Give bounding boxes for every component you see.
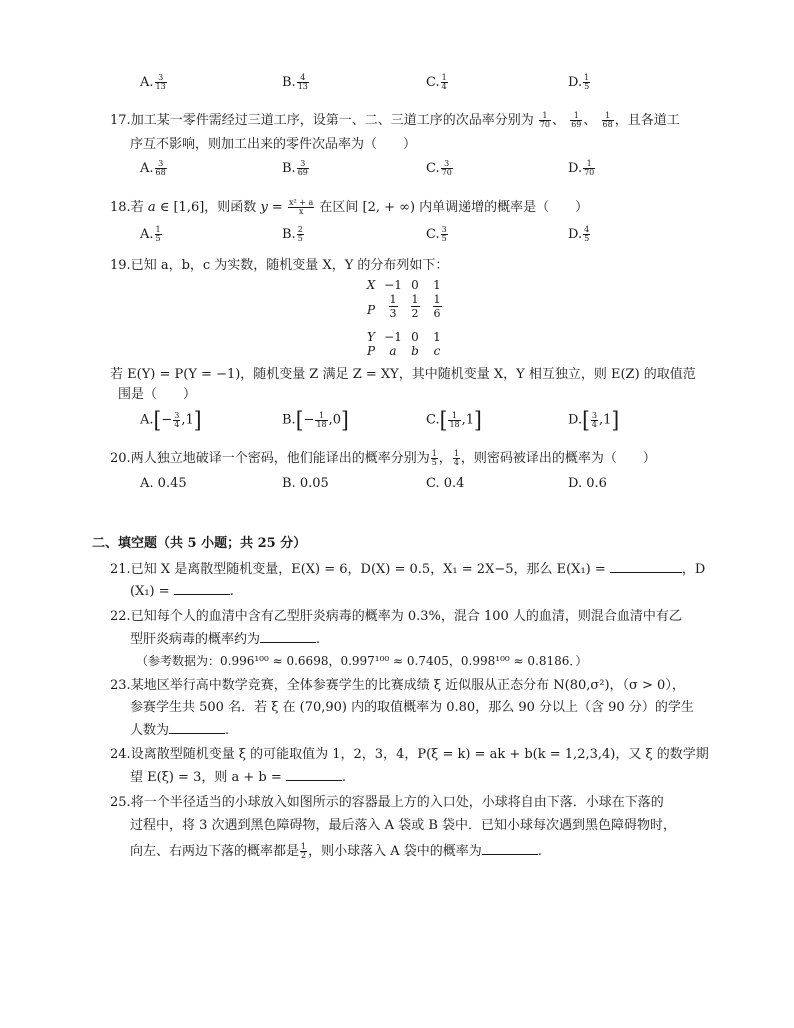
q21-blank2[interactable]	[174, 582, 230, 595]
q24-line1: 24.设离散型随机变量 ξ 的可能取值为 1，2，3，4，P(ξ = k) = ak + b(k = 1,2,3,4)，又 ξ 的数学期	[110, 747, 709, 762]
q23-line1: 23.某地区举行高中数学竞赛，全体参赛学生的比赛成绩 ξ 近似服从正态分布 N(80,σ²)，（σ > 0），	[110, 678, 685, 693]
table1-x-2: 1	[433, 278, 441, 292]
q24-line2: 望 E(ξ) = 3，则 a + b = .	[130, 770, 347, 785]
q18-line1: 18.若 a ∈ [1,6]，则函数 y = $\frac{\text{x² + a}}{x}$ 在区间 [2, + ∞) 内单调递增的概率是（ ）	[110, 198, 589, 216]
table1-x-label: X	[366, 278, 376, 292]
q17-line1: 17.加工某一零件需经过三道工序，设第一、二、三道工序的次品率分别为 $\frac{1}{70}$ 、 $\frac{1}{69}$ 、 $\frac{1}{68}$ ，且各道工	[110, 111, 680, 129]
q21-line2: (X₁) = .	[130, 584, 234, 599]
table1-p-2: $\frac{1}{6}$	[433, 293, 441, 320]
q19-option-d: D.[ $\frac{3}{4}$ ,1]	[568, 406, 620, 434]
q20-option-b: B. 0.05	[282, 476, 329, 491]
q24-blank[interactable]	[286, 768, 342, 781]
table2-p-label: P	[366, 344, 376, 358]
table1-p-label: P	[366, 303, 376, 317]
q16-option-c: C. $\frac{1}{4}$	[426, 73, 447, 91]
q18-option-a: A. $\frac{1}{5}$	[140, 225, 161, 243]
q25-line2: 过程中，将 3 次遇到黑色障碍物，最后落入 A 袋或 B 袋中．已知小球每次遇到黑色障碍物时，	[130, 818, 677, 833]
q19-option-a: A.[− $\frac{3}{4}$ ,1]	[140, 406, 202, 434]
q19-line1: 19.已知 a，b，c 为实数，随机变量 X，Y 的分布列如下：	[110, 258, 449, 273]
table1-p-0: $\frac{1}{3}$	[389, 293, 397, 320]
q17-option-d: D. $\frac{1}{70}$	[568, 159, 595, 177]
q22-ref: （参考数据为：0.996¹⁰⁰ ≈ 0.6698，0.997¹⁰⁰ ≈ 0.7405，0.998¹⁰⁰ ≈ 0.8186．）	[136, 654, 588, 668]
q17-line2: 序互不影响，则加工出来的零件次品率为（ ）	[130, 137, 417, 152]
q18-option-c: C. $\frac{3}{5}$	[426, 225, 447, 243]
q19-line2: 若 E(Y) = P(Y = −1)，随机变量 Z 满足 Z = XY，其中随机变量 X，Y 相互独立，则 E(Z) 的取值范	[110, 367, 696, 382]
q17-option-c: C. $\frac{3}{70}$	[426, 159, 452, 177]
q23-line2: 参赛学生共 500 名．若 ξ 在 (70,90) 内的取值概率为 0.80，那么 90 分以上（含 90 分）的学生	[130, 700, 694, 715]
table1-x-0: −1	[384, 278, 402, 292]
q23-blank[interactable]	[169, 721, 225, 734]
q25-line3: 向左、右两边下落的概率都是 $\frac{1}{2}$ ，则小球落入 A 袋中的概率为 .	[130, 842, 542, 860]
q19-option-b: B.[− $\frac{1}{18}$ ,0]	[282, 406, 349, 434]
q18-option-b: B. $\frac{2}{5}$	[282, 225, 303, 243]
section-title: 二、填空题（共 5 小题；共 25 分）	[92, 536, 307, 551]
q21-line1: 21.已知 X 是离散型随机变量，E(X) = 6，D(X) = 0.5，X₁ = 2X−5，那么 E(X₁) = ，D	[110, 562, 706, 577]
table2-y-label: Y	[367, 330, 375, 344]
table2-p-2: c	[433, 344, 441, 358]
q20-option-c: C. 0.4	[426, 476, 465, 491]
q20-line1: 20.两人独立地破译一个密码，他们能译出的概率分别为 $\frac{1}{5}$ ， $\frac{1}{4}$ ，则密码被译出的概率为（ ）	[110, 449, 656, 467]
table2-y-0: −1	[384, 330, 402, 344]
table2-p-1: b	[411, 344, 419, 358]
table1-p-1: $\frac{1}{2}$	[411, 293, 419, 320]
q25-line1: 25.将一个半径适当的小球放入如图所示的容器最上方的入口处，小球将自由下落．小球在下落的	[110, 795, 664, 810]
q19-option-c: C.[ $\frac{1}{18}$ ,1]	[426, 406, 482, 434]
q22-line2: 型肝炎病毒的概率约为 .	[130, 632, 321, 647]
q16-option-b: B. $\frac{4}{13}$	[282, 73, 308, 91]
q23-line3: 人数为 .	[130, 723, 230, 738]
table2-y-1: 0	[411, 330, 419, 344]
q20-option-d: D. 0.6	[568, 476, 607, 491]
q17-option-b: B. $\frac{3}{69}$	[282, 159, 308, 177]
table2-p-0: a	[389, 344, 397, 358]
q16-option-a: A. $\frac{3}{13}$	[140, 73, 166, 91]
q16-option-d: D. $\frac{1}{5}$	[568, 73, 590, 91]
q18-option-d: D. $\frac{4}{5}$	[568, 225, 590, 243]
q22-line1: 22.已知每个人的血清中含有乙型肝炎病毒的概率为 0.3%，混合 100 人的血清，则混合血清中有乙	[110, 609, 682, 624]
q17-option-a: A. $\frac{3}{68}$	[140, 159, 166, 177]
q22-blank[interactable]	[260, 630, 316, 643]
q20-option-a: A. 0.45	[140, 476, 187, 491]
table1-x-1: 0	[411, 278, 419, 292]
q25-blank[interactable]	[482, 842, 538, 855]
q21-blank1[interactable]	[610, 560, 682, 573]
table2-y-2: 1	[433, 330, 441, 344]
q19-line3: 围是（ ）	[118, 387, 197, 402]
